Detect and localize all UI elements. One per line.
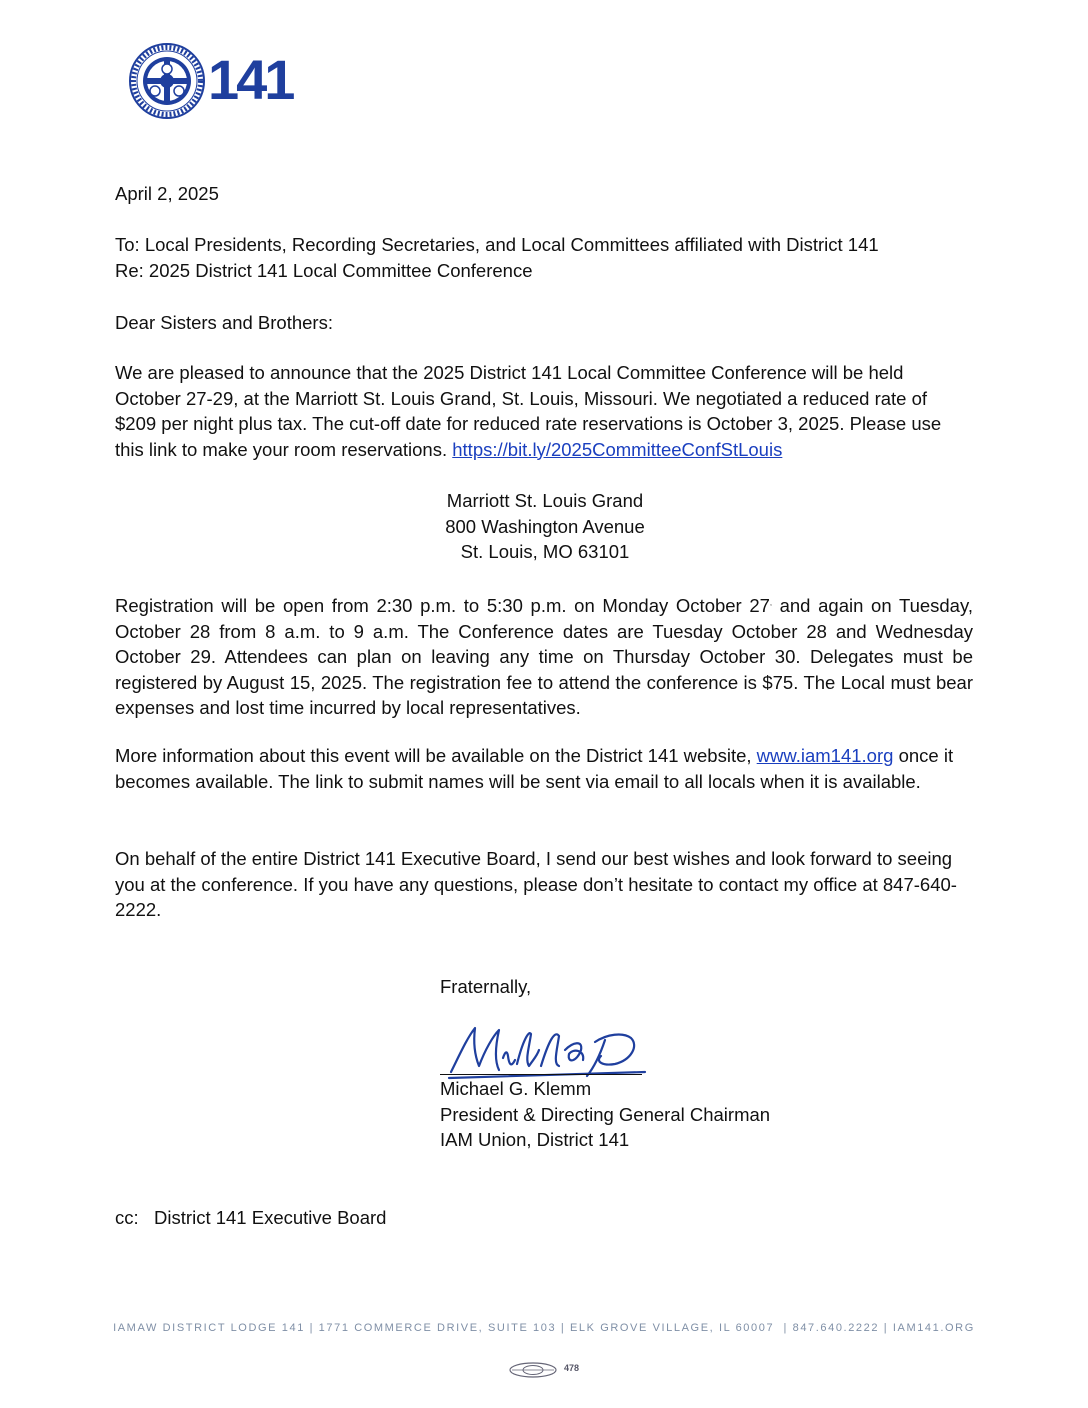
paragraph-announcement — [115, 360, 973, 462]
hotel-address — [320, 488, 770, 565]
recipient-line: To: Local Presidents, Recording Secretaries, and Local Committees affiliated with District 141 — [115, 234, 879, 255]
registration-superscript: , — [769, 600, 772, 607]
more-info-text-a: More information about this event will be available on the District 141 website, — [115, 745, 757, 766]
address-line-3: St. Louis, MO 63101 — [460, 541, 630, 562]
more-info-text-b: once it becomes available. The link to submit names will be sent via email to all locals when it is available. — [115, 745, 954, 792]
signature-line — [440, 1074, 642, 1075]
logo-number: 141 — [208, 48, 293, 111]
registration-text-b: and again on Tuesday, October 28 from 8 a.m. to 9 a.m. The Conference dates are Tuesday October 28 and Wednesday October 29. Attendees can plan on leaving any time on Thursday October 30. Delegates must be registered by August 15, 2025. The registration fee to attend the conference is $75. The Local must bear expenses and lost time incurred by local representatives. — [115, 595, 973, 719]
registration-text-a: Registration will be open from 2:30 p.m. to 5:30 p.m. on Monday October 27 — [115, 595, 770, 617]
paragraph-registration — [115, 591, 973, 721]
signer-block — [440, 1076, 770, 1153]
iam-141-logo — [128, 42, 298, 122]
union-bug — [508, 1360, 588, 1380]
closing-phrase: Fraternally, — [440, 976, 532, 997]
signer-title: President & Directing General Chairman — [440, 1103, 771, 1125]
signer-organization: IAM Union, District 141 — [440, 1129, 630, 1150]
union-label-icon — [508, 1360, 558, 1380]
iam-seal-icon — [128, 42, 206, 120]
paragraph-closing-remarks: On behalf of the entire District 141 Executive Board, I send our best wishes and look forward to seeing you at the conference. If you have any questions, please don’t hesitate to contact my office at 847-640-2222. — [115, 848, 957, 920]
subject-line: Re: 2025 District 141 Local Committee Conference — [115, 260, 533, 281]
salutation: Dear Sisters and Brothers: — [115, 312, 333, 333]
paragraph-announcement-text: We are pleased to announce that the 2025 District 141 Local Committee Conference will be held October 27-29, at the Marriott St. Louis Grand, St. Louis, Missouri. We negotiated a reduced rate of $209 per night plus tax. The cut-off date for reduced rate reservations is October 3, 2025. Please use this link to make your room reservations. — [115, 362, 942, 460]
footer-address: IAMAW DISTRICT LODGE 141 | 1771 COMMERCE DRIVE, SUITE 103 | ELK GROVE VILLAGE, IL 60007 | 847.640.2222 | IAM141.ORG — [113, 1322, 975, 1334]
paragraph-more-info — [115, 743, 973, 794]
union-bug-number: 478 — [564, 1363, 580, 1373]
address-line-2: 800 Washington Avenue — [445, 515, 645, 537]
signer-name: Michael G. Klemm — [440, 1078, 592, 1099]
letter-date: April 2, 2025 — [115, 183, 219, 204]
address-line-1: Marriott St. Louis Grand — [446, 490, 644, 511]
reservation-link[interactable]: https://bit.ly/2025CommitteeConfStLouis — [452, 438, 783, 460]
website-link[interactable]: www.iam141.org — [756, 745, 894, 766]
cc-line: cc: District 141 Executive Board — [115, 1207, 387, 1228]
